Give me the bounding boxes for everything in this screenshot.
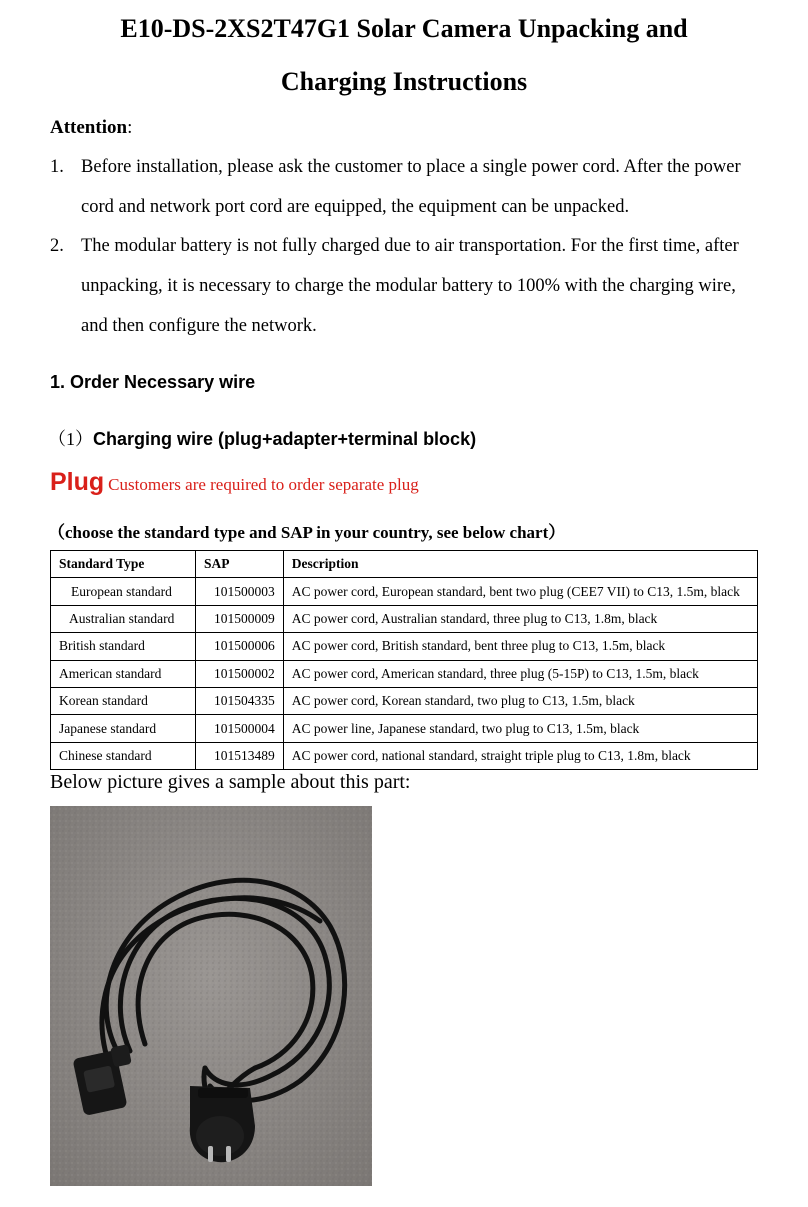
- table-cell: AC power cord, national standard, straight triple plug to C13, 1.8m, black: [283, 742, 757, 769]
- item-line: unpacking, it is necessary to charge the modular battery to 100% with the charging wire,: [81, 276, 736, 296]
- table-cell: 101500003: [196, 578, 284, 605]
- item-line: [81, 157, 758, 178]
- table-cell: AC power cord, Korean standard, two plug to C13, 1.5m, black: [283, 687, 757, 714]
- table-cell: AC power cord, European standard, bent two plug (CEE7 VII) to C13, 1.5m, black: [283, 578, 757, 605]
- document-title-line1: E10-DS-2XS2T47G1 Solar Camera Unpacking and: [120, 14, 688, 43]
- item-line-text: Before installation, please ask the customer to place a single power cord. After the power: [81, 157, 741, 177]
- table-cell: 101513489: [196, 742, 284, 769]
- item-line: cord and network port cord are equipped, the equipment can be unpacked.: [81, 197, 630, 217]
- item-number: 2.: [50, 236, 64, 256]
- attention-heading: [50, 117, 132, 139]
- plug-standard-table: [50, 550, 758, 770]
- power-cord-photo: [50, 806, 372, 1186]
- table-row: [51, 660, 758, 687]
- table-row: [51, 715, 758, 742]
- table-cell: 101500009: [196, 605, 284, 632]
- table-row: [51, 687, 758, 714]
- table-header: Description: [283, 551, 757, 578]
- plug-heading: [50, 468, 419, 497]
- attention-colon: :: [127, 117, 133, 138]
- item-line: The modular battery is not fully charged due to air transportation. For the first time, after: [81, 236, 739, 256]
- table-cell: AC power cord, American standard, three plug (5-15P) to C13, 1.5m, black: [283, 660, 757, 687]
- subsection-number: （1）: [48, 429, 93, 449]
- table-cell: Chinese standard: [51, 742, 196, 769]
- plug-label: Plug: [50, 468, 105, 496]
- table-cell: Korean standard: [51, 687, 196, 714]
- subsection-title: Charging wire (plug+adapter+terminal block): [93, 429, 477, 449]
- table-cell: 101500004: [196, 715, 284, 742]
- table-row: [51, 633, 758, 660]
- subsection-heading: [48, 425, 476, 451]
- table-cell: European standard: [51, 578, 196, 605]
- plug-note: Customers are required to order separate plug: [108, 475, 419, 494]
- table-cell: 101500006: [196, 633, 284, 660]
- table-header: Standard Type: [51, 551, 196, 578]
- table-row: [51, 605, 758, 632]
- choose-note: （choose the standard type and SAP in your country, see below chart）: [48, 523, 566, 542]
- table-cell: AC power cord, Australian standard, three plug to C13, 1.8m, black: [283, 605, 757, 632]
- item-number: 1.: [50, 157, 64, 177]
- table-row: [51, 578, 758, 605]
- table-cell: 101504335: [196, 687, 284, 714]
- document-title-line2: Charging Instructions: [280, 67, 528, 96]
- table-cell: American standard: [51, 660, 196, 687]
- table-header-row: [51, 551, 758, 578]
- power-cord-illustration: [50, 806, 372, 1186]
- table-header: SAP: [196, 551, 284, 578]
- table-cell: Japanese standard: [51, 715, 196, 742]
- schuko-plug: [190, 1086, 255, 1162]
- table-cell: AC power cord, British standard, bent three plug to C13, 1.5m, black: [283, 633, 757, 660]
- photo-caption: Below picture gives a sample about this part:: [50, 771, 411, 793]
- attention-item-2: [50, 236, 758, 356]
- table-cell: Australian standard: [51, 605, 196, 632]
- table-row: [51, 742, 758, 769]
- item-line: and then configure the network.: [81, 316, 317, 336]
- attention-label: Attention: [50, 117, 128, 138]
- attention-item-1: [50, 157, 758, 237]
- table-cell: AC power line, Japanese standard, two plug to C13, 1.5m, black: [283, 715, 757, 742]
- table-cell: 101500002: [196, 660, 284, 687]
- section-heading: 1. Order Necessary wire: [50, 372, 256, 392]
- table-cell: British standard: [51, 633, 196, 660]
